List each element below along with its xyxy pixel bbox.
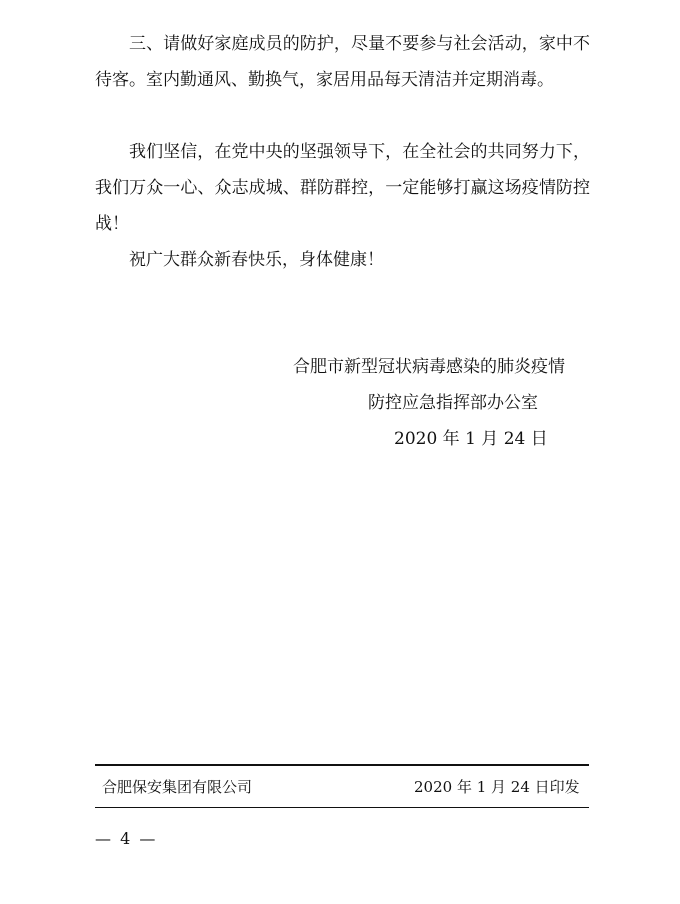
footer-rule-bottom [95, 807, 589, 808]
signature-line-1: 合肥市新型冠状病毒感染的肺炎疫情 [293, 357, 565, 377]
signature-line-2: 防控应急指挥部办公室 [368, 393, 538, 413]
signature-date: 2020 年 1 月 24 日 [394, 429, 548, 449]
body-paragraph-3: 祝广大群众新春快乐，身体健康！ [129, 250, 384, 270]
footer-organization: 合肥保安集团有限公司 [102, 778, 253, 796]
body-paragraph-2: 我们坚信，在党中央的坚强领导下，在全社会的共同努力下，我们万众一心、众志成城、群防群控，一定能够打赢这场疫情防控战！ [95, 142, 590, 234]
page-number: — 4 — [95, 829, 158, 848]
footer-rule-top [95, 764, 589, 766]
body-paragraph-1: 三、请做好家庭成员的防护，尽量不要参与社会活动，家中不待客。室内勤通风、勤换气，家居用品每天清洁并定期消毒。 [95, 34, 590, 90]
footer-print-date: 2020 年 1 月 24 日印发 [414, 778, 580, 796]
